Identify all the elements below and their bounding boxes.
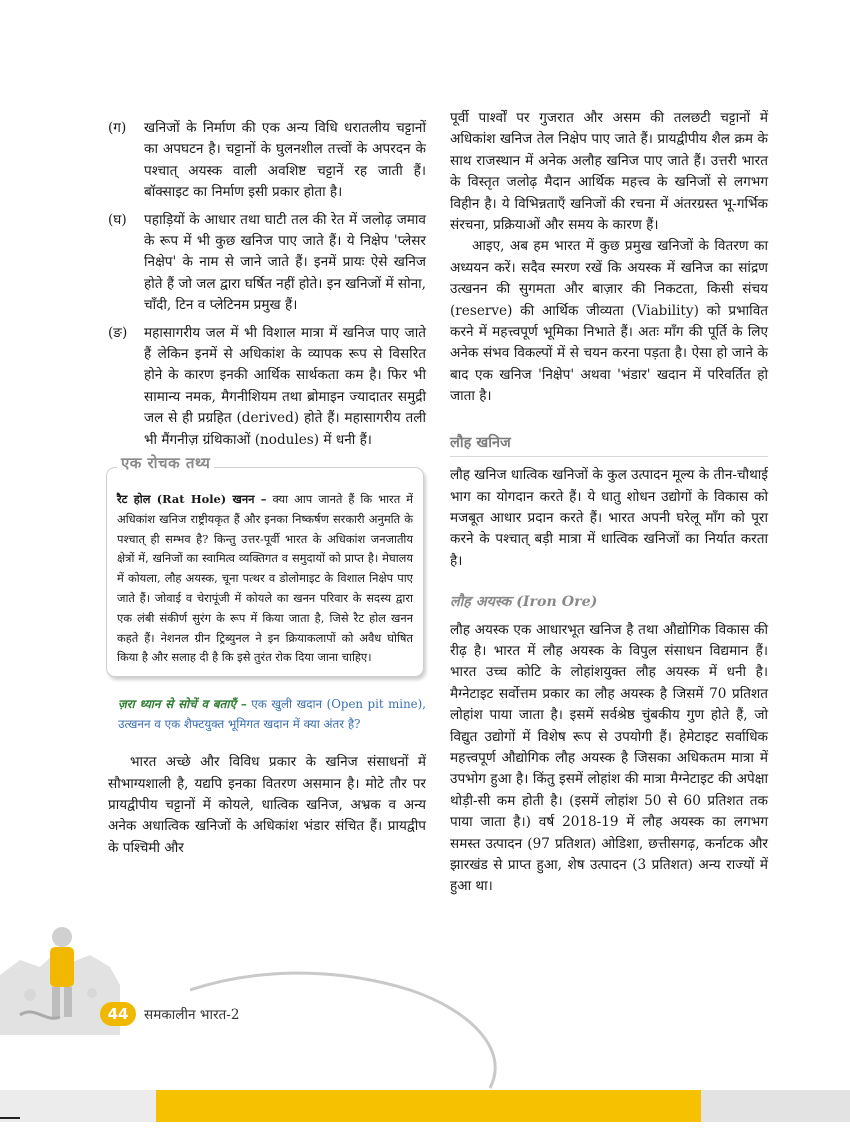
list-text: पहाड़ियों के आधार तथा घाटी तल की रेत में जलोढ़ जमाव के रूप में भी कुछ खनिज पाए जाते हैं। ये निक्षेप 'प्लेसर निक्षेप' के नाम से जाने जाते हैं। इनमें प्रायः ऐसे खनिज होते हैं जो जल द्वारा घर्षित नहीं होते। इन खनिजों में सोना, चाँदी, टिन व प्लेटिनम प्रमुख हैं। bbox=[144, 211, 426, 314]
paragraph-study: आइए, अब हम भारत में कुछ प्रमुख खनिजों के वितरण का अध्ययन करें। सदैव स्मरण रखें कि अयस्क में खनिज का सांद्रण उत्खनन की सुगमता और बाज़ार की निकटता, किसी संचय (reserve) की आर्थिक जीव्यता (Viability) को प्रभावित करने में महत्त्वपूर्ण भूमिका निभाते हैं। अतः माँग की पूर्ति के लिए अनेक संभव विकल्पों में से चयन करना पड़ता है। ऐसा हो जाने के बाद एक खनिज 'निक्षेप' अथवा 'भंडार' खदान में परिवर्तित हो जाता है। bbox=[450, 238, 768, 405]
left-column bbox=[108, 118, 426, 859]
think-question bbox=[118, 695, 426, 734]
fact-box-title: एक रोचक तथ्य bbox=[117, 454, 214, 474]
list-item-ga bbox=[108, 118, 426, 204]
paragraph-continuation: पूर्वी पार्श्वों पर गुजरात और असम की तलछटी चट्टानों में अधिकांश खनिज तेल निक्षेप पाए जाते हैं। प्रायद्वीपीय शैल क्रम के साथ राजस्थान में अनेक अलौह खनिज पाए जाते हैं। उत्तरी भारत के विस्तृत जलोढ़ मैदान आर्थिक महत्त्व के खनिजों से लगभग विहीन है। ये विभिन्नताएँ खनिजों की रचना में अंतरग्रस्त भू-गर्भिक संरचना, प्रक्रियाओं और समय के कारण हैं। bbox=[450, 110, 768, 234]
bottom-rule bbox=[0, 1117, 20, 1119]
list-label: (घ) bbox=[108, 211, 127, 228]
think-text: एक खुली खदान (Open pit mine), उत्खनन व एक शैफ्टयुक्त भूमिगत खदान में क्या अंतर है? bbox=[118, 697, 427, 731]
fact-text: क्या आप जानते हैं कि भारत में अधिकांश खनिज राष्ट्रीयकृत हैं और इनका निष्कर्षण सरकारी अनुमति के पश्चात् ही सम्भव है? किन्तु उत्तर-पूर्वी भारत के अधिकांश जनजातीय क्षेत्रों में, खनिजों का स्वामित्व व्यक्तिगत व समुदायों को प्राप्त है। मेघालय में कोयला, लौह अयस्क, चूना पत्थर व डोलोमाइट के विशाल निक्षेप पाए जाते हैं। जोवाई व चेरापूंजी में कोयले का खनन परिवार के सदस्य द्वारा एक लंबी संकीर्ण सुरंग के रूप में किया जाता है, जिसे रैट होल खनन कहते हैं। नेशनल ग्रीन ट्रिब्युनल ने इन क्रियाकलापों को अवैध घोषित किया है और सलाह दी है कि इसे तुरंत रोक दिया जाना चाहिए। bbox=[117, 492, 413, 665]
footer-grey-bar-left bbox=[0, 1090, 156, 1122]
list-text: खनिजों के निर्माण की एक अन्य विधि धरातलीय चट्टानों का अपघटन है। चट्टानों के घुलनशील तत्त्वों के अपरदन के पश्चात् अयस्क वाली अवशिष्ट चट्टानें रह जाती हैं। बॉक्साइट का निर्माण इसी प्रकार होता है। bbox=[144, 120, 426, 201]
list-label: (ङ) bbox=[108, 324, 128, 341]
list-label: (ग) bbox=[108, 120, 127, 136]
interesting-fact-box bbox=[106, 454, 424, 677]
page-number: 44 bbox=[100, 1002, 136, 1026]
subsection-title-iron-ore: लौह अयस्क (Iron Ore) bbox=[450, 594, 598, 611]
think-label: ज़रा ध्यान से सोचें व बताएँ – bbox=[118, 697, 247, 712]
fact-heading: रैट होल (Rat Hole) खनन – bbox=[117, 492, 267, 507]
paragraph-iron-minerals: लौह खनिज धात्विक खनिजों के कुल उत्पादन मूल्य के तीन-चौथाई भाग का योगदान करते हैं। ये धातु शोधन उद्योगों के विकास को मजबूत आधार प्रदान करते हैं। भारत अपनी घरेलू माँग को पूरा करने के पश्चात् बड़ी मात्रा में धात्विक खनिजों का निर्यात करता है। bbox=[450, 467, 768, 569]
list-item-gha bbox=[108, 210, 426, 317]
footer-yellow-bar bbox=[156, 1090, 701, 1122]
footer-grey-bar-right bbox=[701, 1090, 850, 1122]
section-title-iron-minerals: लौह खनिज bbox=[450, 432, 768, 457]
book-title: समकालीन भारत-2 bbox=[144, 1007, 240, 1023]
list-text: महासागरीय जल में भी विशाल मात्रा में खनिज पाए जाते हैं लेकिन इनमें से अधिकांश के व्यापक रूप से विसरित होने के कारण इनकी आर्थिक सार्थकता कम है। फिर भी सामान्य नमक, मैगनीशियम तथा ब्रोमाइन ज्यादातर समुद्री जल से ही प्रग्रहित (derived) होते हैं। महासागरीय तली भी मैंगनीज़ ग्रंथिकाओं (nodules) में धनी हैं। bbox=[144, 324, 426, 448]
cable-decoration bbox=[190, 960, 510, 1090]
paragraph-distribution: भारत अच्छे और विविध प्रकार के खनिज संसाधनों में सौभाग्यशाली है, यद्यपि इनका वितरण असमान है। मोटे तौर पर प्रायद्वीपीय चट्टानों में कोयले, धात्विक खनिज, अभ्रक व अन्य अनेक अधात्विक खनिजों के अधिकांश भंडार संचित हैं। प्रायद्वीप के पश्चिमी और bbox=[108, 754, 426, 856]
list-item-nga bbox=[108, 323, 426, 451]
paragraph-iron-ore: लौह अयस्क एक आधारभूत खनिज है तथा औद्योगिक विकास की रीढ़ है। भारत में लौह अयस्क के विपुल संसाधन विद्यमान हैं। भारत उच्च कोटि के लोहांशयुक्त लौह अयस्क में धनी है। मैग्नेटाइट सर्वोत्तम प्रकार का लौह अयस्क है जिसमें 70 प्रतिशत लोहांश पाया जाता है। इसमें सर्वश्रेष्ठ चुंबकीय गुण होते हैं, जो विद्युत उद्योगों में विशेष रूप से उपयोगी हैं। हेमेटाइट सर्वाधिक महत्त्वपूर्ण औद्योगिक लौह अयस्क है जिसका अधिकतम मात्रा में उपभोग हुआ है। किंतु इसमें लोहांश की मात्रा मैग्नेटाइट की अपेक्षा थोड़ी-सी कम होती है। (इसमें लोहांश 50 से 60 प्रतिशत तक पाया जाता है।) वर्ष 2018-19 में लौह अयस्क का लगभग समस्त उत्पादन (97 प्रतिशत) ओडिशा, छत्तीसगढ़, कर्नाटक और झारखंड से प्राप्त हुआ, शेष उत्पादन (3 प्रतिशत) अन्य राज्यों में हुआ था। bbox=[450, 621, 768, 895]
right-column bbox=[450, 108, 768, 898]
